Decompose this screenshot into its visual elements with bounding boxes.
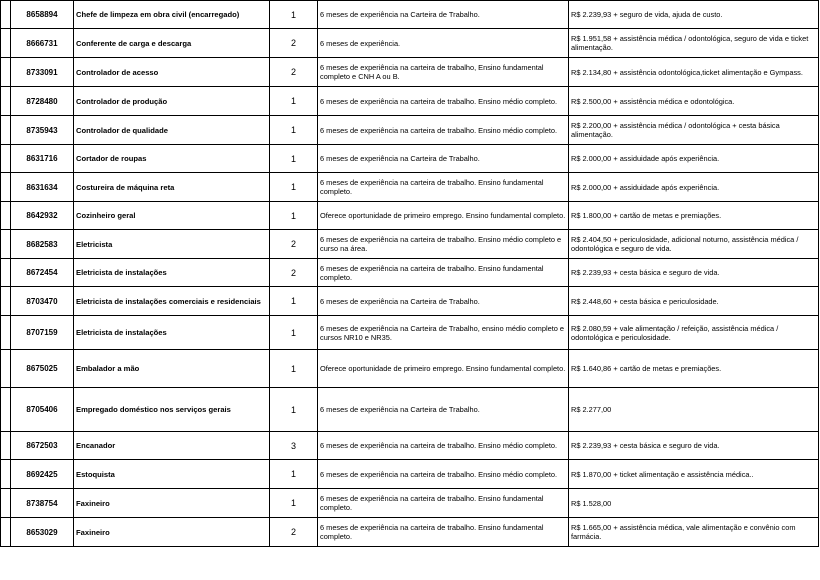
job-title: Embalador a mão	[74, 350, 270, 388]
row-margin-cell	[1, 145, 11, 173]
vacancy-quantity: 1	[270, 173, 318, 202]
job-title: Eletricista de instalações comerciais e residenciais	[74, 287, 270, 316]
table-row	[1, 432, 819, 460]
table-row	[1, 29, 819, 58]
job-requirements: 6 meses de experiência.	[318, 29, 569, 58]
job-title: Eletricista de instalações	[74, 316, 270, 350]
vacancy-code: 8703470	[11, 287, 74, 316]
job-title: Chefe de limpeza em obra civil (encarregado)	[74, 1, 270, 29]
job-requirements: 6 meses de experiência na carteira de trabalho. Ensino fundamental completo.	[318, 259, 569, 287]
job-salary-benefits: R$ 1.870,00 + ticket alimentação e assistência médica..	[569, 460, 819, 489]
vacancy-quantity: 2	[270, 259, 318, 287]
job-requirements: 6 meses de experiência na carteira de trabalho, Ensino fundamental completo e CNH A ou B.	[318, 58, 569, 87]
table-row	[1, 87, 819, 116]
table-row	[1, 116, 819, 145]
job-salary-benefits: R$ 1.665,00 + assistência médica, vale alimentação e convênio com farmácia.	[569, 518, 819, 547]
row-margin-cell	[1, 460, 11, 489]
vacancy-code: 8728480	[11, 87, 74, 116]
job-title: Faxineiro	[74, 489, 270, 518]
vacancy-quantity: 1	[270, 316, 318, 350]
job-requirements: 6 meses de experiência na carteira de trabalho. Ensino fundamental completo.	[318, 173, 569, 202]
job-salary-benefits: R$ 2.200,00 + assistência médica / odontológica + cesta básica alimentação.	[569, 116, 819, 145]
job-requirements: 6 meses de experiência na Carteira de Trabalho.	[318, 388, 569, 432]
row-margin-cell	[1, 350, 11, 388]
job-salary-benefits: R$ 2.448,60 + cesta básica e periculosidade.	[569, 287, 819, 316]
job-requirements: 6 meses de experiência na carteira de trabalho. Ensino fundamental completo.	[318, 489, 569, 518]
vacancy-code: 8738754	[11, 489, 74, 518]
table-row	[1, 1, 819, 29]
row-margin-cell	[1, 489, 11, 518]
table-row	[1, 287, 819, 316]
table-row	[1, 460, 819, 489]
vacancy-code: 8682583	[11, 230, 74, 259]
vacancy-quantity: 1	[270, 489, 318, 518]
vacancy-code: 8735943	[11, 116, 74, 145]
vacancy-code: 8672503	[11, 432, 74, 460]
job-title: Eletricista de instalações	[74, 259, 270, 287]
job-title: Estoquista	[74, 460, 270, 489]
job-title: Cortador de roupas	[74, 145, 270, 173]
vacancy-code: 8666731	[11, 29, 74, 58]
job-title: Cozinheiro geral	[74, 202, 270, 230]
job-salary-benefits: R$ 1.528,00	[569, 489, 819, 518]
job-requirements: Oferece oportunidade de primeiro emprego. Ensino fundamental completo.	[318, 202, 569, 230]
job-salary-benefits: R$ 1.951,58 + assistência médica / odontológica, seguro de vida e ticket alimentação.	[569, 29, 819, 58]
job-salary-benefits: R$ 2.239,93 + cesta básica e seguro de vida.	[569, 259, 819, 287]
job-title: Empregado doméstico nos serviços gerais	[74, 388, 270, 432]
job-title: Controlador de acesso	[74, 58, 270, 87]
row-margin-cell	[1, 259, 11, 287]
vacancy-quantity: 1	[270, 202, 318, 230]
row-margin-cell	[1, 518, 11, 547]
vacancy-code: 8631716	[11, 145, 74, 173]
vacancy-quantity: 3	[270, 432, 318, 460]
job-requirements: 6 meses de experiência na Carteira de Trabalho.	[318, 1, 569, 29]
table-row	[1, 58, 819, 87]
job-title: Costureira de máquina reta	[74, 173, 270, 202]
job-requirements: 6 meses de experiência na carteira de trabalho. Ensino médio completo.	[318, 87, 569, 116]
vacancy-code: 8675025	[11, 350, 74, 388]
job-requirements: 6 meses de experiência na carteira de trabalho. Ensino fundamental completo.	[318, 518, 569, 547]
table-row	[1, 173, 819, 202]
vacancy-code: 8658894	[11, 1, 74, 29]
vacancy-code: 8733091	[11, 58, 74, 87]
vacancy-quantity: 2	[270, 230, 318, 259]
job-requirements: Oferece oportunidade de primeiro emprego. Ensino fundamental completo.	[318, 350, 569, 388]
vacancy-code: 8631634	[11, 173, 74, 202]
table-row	[1, 259, 819, 287]
row-margin-cell	[1, 87, 11, 116]
row-margin-cell	[1, 287, 11, 316]
table-row	[1, 350, 819, 388]
job-requirements: 6 meses de experiência na carteira de trabalho. Ensino médio completo e curso na área.	[318, 230, 569, 259]
job-title: Controlador de produção	[74, 87, 270, 116]
table-row	[1, 316, 819, 350]
row-margin-cell	[1, 202, 11, 230]
row-margin-cell	[1, 173, 11, 202]
job-title: Controlador de qualidade	[74, 116, 270, 145]
job-salary-benefits: R$ 1.640,86 + cartão de metas e premiações.	[569, 350, 819, 388]
job-title: Encanador	[74, 432, 270, 460]
table-row	[1, 489, 819, 518]
vacancy-quantity: 1	[270, 460, 318, 489]
job-salary-benefits: R$ 2.000,00 + assiduidade após experiência.	[569, 145, 819, 173]
vacancy-quantity: 2	[270, 518, 318, 547]
row-margin-cell	[1, 316, 11, 350]
job-requirements: 6 meses de experiência na carteira de trabalho. Ensino médio completo.	[318, 460, 569, 489]
vacancy-quantity: 1	[270, 350, 318, 388]
job-title: Conferente de carga e descarga	[74, 29, 270, 58]
job-requirements: 6 meses de experiência na Carteira de Trabalho, ensino médio completo e cursos NR10 e NR35.	[318, 316, 569, 350]
vacancy-quantity: 2	[270, 58, 318, 87]
row-margin-cell	[1, 1, 11, 29]
job-salary-benefits: R$ 2.134,80 + assistência odontológica,ticket alimentação e Gympass.	[569, 58, 819, 87]
job-requirements: 6 meses de experiência na Carteira de Trabalho.	[318, 145, 569, 173]
row-margin-cell	[1, 432, 11, 460]
table-row	[1, 202, 819, 230]
vacancy-quantity: 1	[270, 116, 318, 145]
vacancy-code: 8653029	[11, 518, 74, 547]
vacancy-quantity: 1	[270, 287, 318, 316]
job-title: Eletricista	[74, 230, 270, 259]
row-margin-cell	[1, 29, 11, 58]
job-salary-benefits: R$ 1.800,00 + cartão de metas e premiações.	[569, 202, 819, 230]
vacancy-quantity: 1	[270, 388, 318, 432]
vacancy-code: 8672454	[11, 259, 74, 287]
job-salary-benefits: R$ 2.500,00 + assistência médica e odontológica.	[569, 87, 819, 116]
vacancy-quantity: 1	[270, 87, 318, 116]
vacancy-quantity: 2	[270, 29, 318, 58]
table-row	[1, 388, 819, 432]
vacancy-code: 8692425	[11, 460, 74, 489]
vacancy-quantity: 1	[270, 1, 318, 29]
job-salary-benefits: R$ 2.080,59 + vale alimentação / refeição, assistência médica / odontológica e periculosidade.	[569, 316, 819, 350]
row-margin-cell	[1, 116, 11, 145]
job-salary-benefits: R$ 2.404,50 + periculosidade, adicional noturno, assistência médica / odontológica e seguro de vida.	[569, 230, 819, 259]
vacancy-code: 8705406	[11, 388, 74, 432]
row-margin-cell	[1, 388, 11, 432]
job-title: Faxineiro	[74, 518, 270, 547]
job-salary-benefits: R$ 2.000,00 + assiduidade após experiência.	[569, 173, 819, 202]
job-salary-benefits: R$ 2.239,93 + seguro de vida, ajuda de custo.	[569, 1, 819, 29]
row-margin-cell	[1, 58, 11, 87]
vacancy-code: 8707159	[11, 316, 74, 350]
job-requirements: 6 meses de experiência na carteira de trabalho. Ensino médio completo.	[318, 432, 569, 460]
table-row	[1, 145, 819, 173]
table-row	[1, 518, 819, 547]
job-requirements: 6 meses de experiência na Carteira de Trabalho.	[318, 287, 569, 316]
vacancy-quantity: 1	[270, 145, 318, 173]
job-requirements: 6 meses de experiência na carteira de trabalho. Ensino médio completo.	[318, 116, 569, 145]
job-salary-benefits: R$ 2.277,00	[569, 388, 819, 432]
row-margin-cell	[1, 230, 11, 259]
vacancy-code: 8642932	[11, 202, 74, 230]
table-body	[1, 1, 819, 547]
job-salary-benefits: R$ 2.239,93 + cesta básica e seguro de vida.	[569, 432, 819, 460]
table-row	[1, 230, 819, 259]
